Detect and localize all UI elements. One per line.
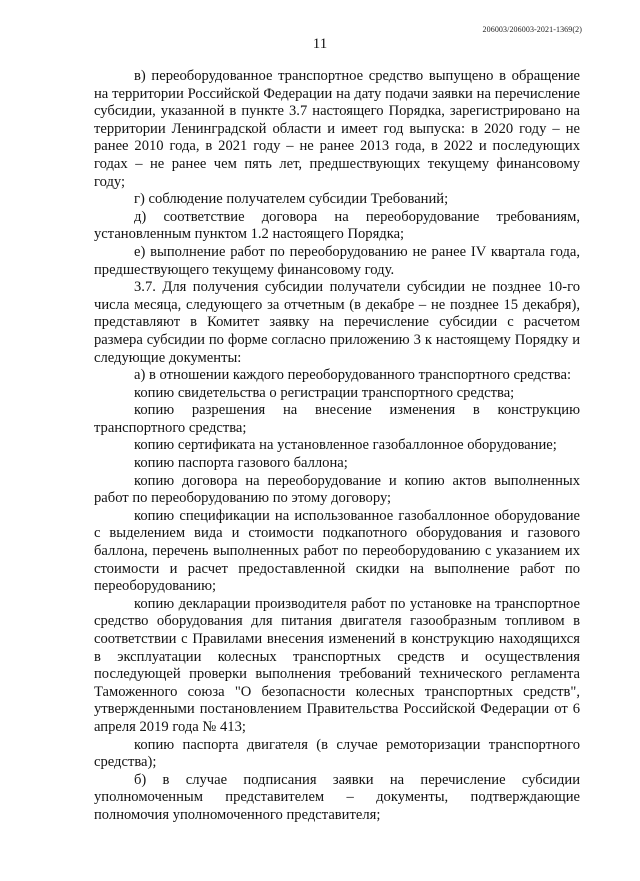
paragraph-clause-3-7: 3.7. Для получения субсидии получатели субсидии не позднее 10-го числа месяца, следующего за отчетным (в декабре – не позднее 15 декабря), представляют в Комитет заявку на перечисление субсидии с расчетом размера субсидии по форме согласно приложению 3 к настоящему Порядку и следующие документы:: [94, 279, 580, 366]
document-body: [94, 68, 580, 825]
list-item: копию паспорта двигателя (в случае ремоторизации транспортного средства);: [94, 736, 580, 771]
paragraph-item-e: е) выполнение работ по переоборудованию не ранее IV квартала года, предшествующего текущему финансовому году.: [94, 243, 580, 278]
paragraph-item-a: а) в отношении каждого переоборудованного транспортного средства:: [134, 367, 572, 384]
list-item: копию сертификата на установленное газобаллонное оборудование;: [134, 437, 557, 454]
paragraph-item-b: б) в случае подписания заявки на перечисление субсидии уполномоченным представителем – документы, подтверждающие полномочия уполномоченного представителя;: [94, 771, 580, 823]
list-item: копию декларации производителя работ по установке на транспортное средство оборудования для питания двигателя газообразным топливом в соответствии с Правилами внесения изменений в конструкцию находящихся в эксплуатации колесных транспортных средств и осуществления последующей проверки выполнения требований технического регламента Таможенного союза "О безопасности колесных транспортных средств", утвержденными постановлением Правительства Российской Федерации от 6 апреля 2019 года № 413;: [94, 595, 580, 735]
list-item: копию спецификации на использованное газобаллонное оборудование с выделением вида и стоимости подкапотного оборудования и газового баллона, перечень выполненных работ по переоборудованию с указанием их стоимости и расчет предоставленной скидки на выполнение работ по переоборудованию;: [94, 507, 580, 595]
paragraph-item-v: в) переоборудованное транспортное средство выпущено в обращение на территории Российской Федерации на дату подачи заявки на перечисление субсидии, указанной в пункте 3.7 настоящего Порядка, зарегистрировано на территории Ленинградской области и имеет год выпуска: в 2020 году – не ранее 2010 года, в 2021 году – не ранее 2013 года, в 2022 и последующих годах – не ранее чем пять лет, предшествующих текущему финансовому году;: [94, 68, 580, 190]
page-number: 11: [312, 36, 328, 52]
list-item: копию договора на переоборудование и копию актов выполненных работ по переоборудованию по этому договору;: [94, 472, 580, 507]
list-item: копию разрешения на внесение изменения в конструкцию транспортного средства;: [94, 402, 580, 436]
document-number: 206003/206003-2021-1369(2): [482, 25, 582, 34]
list-item: копию свидетельства о регистрации транспортного средства;: [134, 384, 515, 401]
paragraph-item-d: д) соответствие договора на переоборудование требованиям, установленным пунктом 1.2 настоящего Порядка;: [94, 208, 580, 243]
paragraph-item-g: г) соблюдение получателем субсидии Требований;: [134, 191, 449, 208]
list-item: копию паспорта газового баллона;: [134, 455, 348, 472]
